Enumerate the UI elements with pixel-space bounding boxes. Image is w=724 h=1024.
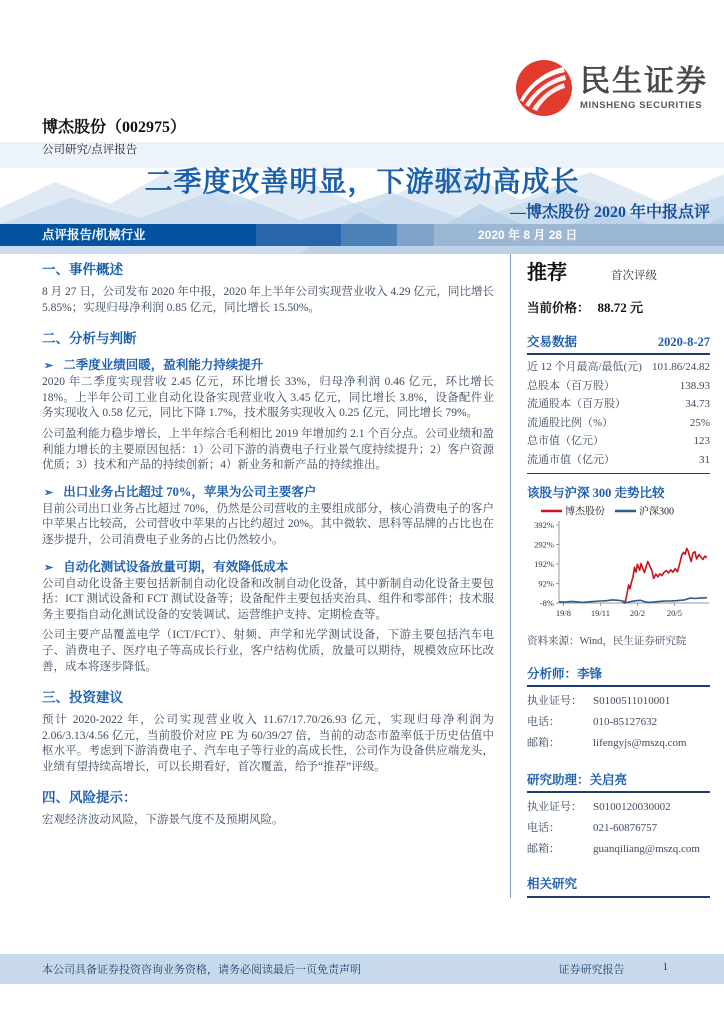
row-label: 邮箱： — [527, 737, 560, 749]
svg-text:192%: 192% — [534, 559, 554, 569]
report-title: 二季度改善明显，下游驱动高成长 — [144, 167, 580, 198]
arrow-bullet-icon: ➢ — [44, 360, 54, 373]
row-label: 电话： — [527, 716, 560, 728]
paragraph: 8 月 27 日，公司发布 2020 年中报，2020 年上半年公司实现营业收入 4.29 亿元，同比增长 5.85%；实现归母净利润 0.85 亿元，同比增长 15.50%。 — [42, 286, 494, 314]
section-title-advice: 三、投资建议 — [42, 690, 123, 706]
paragraph: 公司自动化设备主要包括新制自动化设备和改制自动化设备，其中新制自动化设备主要包括：ICT 测试设备和 FCT 测试设备等；设备配件主要包括夹治具、组件和零部件；技术服务主要指自动化测试设备的安装调试、运营维护支持、定期检查等。 — [42, 577, 494, 621]
row-label: 流通股比例（%） — [527, 416, 614, 429]
row-label: 执业证号： — [527, 695, 582, 707]
current-price-row — [527, 297, 710, 316]
table-row — [527, 733, 710, 754]
trade-data-table — [527, 355, 710, 474]
report-date: 2020 年 8 月 28 日 — [478, 228, 578, 242]
brand-name-cn: 民生证券 — [580, 64, 708, 98]
analyst-table — [527, 687, 710, 754]
table-row — [527, 451, 710, 470]
svg-text:20/5: 20/5 — [666, 608, 683, 618]
brand-block — [516, 60, 708, 116]
paragraph: 公司盈利能力稳步增长，上半年综合毛利相比 2019 年增加约 2.1 个百分点。公司业绩和盈利能力增长的主要原因包括：1）公司下游的消费电子行业景气度持续提升；2）客户资源优质；3）技术和产品的持续创新；4）新业务和新产品的持续推出。 — [42, 427, 494, 472]
table-row — [527, 797, 710, 818]
svg-text:292%: 292% — [534, 539, 554, 550]
row-value: 021-60876757 — [593, 822, 658, 834]
row-value: lifengyjs@mszq.com — [593, 737, 687, 749]
svg-text:19/11: 19/11 — [590, 608, 610, 618]
section-title-risk: 四、风险提示： — [42, 790, 137, 806]
row-label: 执业证号： — [527, 801, 582, 813]
category-bar-segment — [397, 224, 434, 246]
row-value: 31 — [699, 453, 710, 466]
subsection-automation — [42, 557, 494, 575]
category-bar — [0, 224, 724, 246]
table-row — [527, 712, 710, 733]
row-label: 电话： — [527, 822, 560, 834]
table-row — [527, 377, 710, 396]
sidebar — [510, 254, 710, 898]
table-row — [527, 691, 710, 712]
subsection-title: 出口业务占比超过 70%，苹果为公司主要客户 — [63, 484, 317, 499]
rating-value: 推荐 — [527, 262, 567, 284]
row-value: 123 — [693, 435, 710, 447]
row-value: 101.86/24.82 — [651, 361, 710, 373]
report-type: 公司研究/点评报告 — [42, 144, 138, 156]
svg-text:20/2: 20/2 — [629, 608, 646, 618]
page-number: 1 — [662, 961, 668, 973]
chart-compare-title: 该股与沪深 300 走势比较 — [527, 486, 665, 500]
data-source-note: 资料来源：Wind，民生证券研究院 — [527, 636, 687, 647]
current-price-label: 当前价格： — [527, 301, 590, 315]
table-row — [527, 358, 710, 377]
paragraph: 目前公司出口业务占比超过 70%，仍然是公司营收的主要组成部分，核心消费电子的客户中苹果占比较高，公司营收中苹果的占比约超过 20%。其中微软、思科等品牌的占比也在逐步提升，公司消费电子业务的占比仍然较小。 — [42, 502, 494, 546]
brand-name-en: MINSHENG SECURITIES — [580, 99, 703, 111]
footer-bar — [0, 954, 724, 984]
report-body-column — [42, 254, 494, 898]
trend-chart — [527, 503, 710, 630]
rating-row — [527, 256, 710, 285]
svg-text:博杰股份: 博杰股份 — [565, 506, 605, 518]
category-bar-segment — [256, 224, 341, 246]
row-label: 总市值（亿元） — [527, 435, 604, 447]
table-row — [527, 432, 710, 451]
row-label: 邮箱： — [527, 843, 560, 855]
table-row — [527, 818, 710, 839]
row-value: S0100511010001 — [593, 695, 671, 707]
svg-text:92%: 92% — [538, 578, 554, 589]
current-price-value: 88.72 元 — [597, 300, 644, 315]
analyst-header — [527, 664, 710, 687]
row-value: 25% — [689, 416, 710, 429]
rating-note: 首次评级 — [611, 270, 657, 282]
subsection-export — [42, 482, 494, 500]
row-value: 138.93 — [679, 379, 710, 392]
table-row — [527, 414, 710, 433]
paragraph: 公司主要产品覆盖电学（ICT/FCT）、射频、声学和光学测试设备，下游主要包括汽车电子、消费电子、医疗电子等高成长行业，客户结构优质，放量可以期待，规模效应环比改善，成本将逐步降低。 — [42, 629, 494, 673]
analyst-name: 分析师：李锋 — [527, 667, 603, 681]
stock-name: 博杰股份（002975） — [42, 119, 187, 136]
footer-right-group — [559, 961, 669, 977]
row-value: 010-85127632 — [593, 716, 658, 728]
trade-data-header — [527, 332, 710, 355]
row-value: 34.73 — [685, 398, 710, 410]
arrow-bullet-icon: ➢ — [44, 561, 54, 574]
subsection-title: 二季度业绩回暖，盈利能力持续提升 — [63, 358, 264, 373]
trade-data-title: 交易数据 — [527, 335, 578, 349]
assistant-header — [527, 770, 710, 793]
content-area — [42, 254, 710, 898]
row-value: guanqiliang@mszq.com — [593, 843, 700, 855]
trade-data-date: 2020-8-27 — [657, 335, 710, 349]
subsection-q2 — [42, 355, 494, 373]
row-label: 流通股本（百万股） — [527, 398, 626, 410]
category-bar-segment — [341, 224, 397, 246]
row-value: S0100120030002 — [593, 801, 671, 813]
svg-text:-8%: -8% — [539, 598, 554, 608]
subsection-title: 自动化测试设备放量可期，有效降低成本 — [63, 559, 289, 574]
svg-text:沪深300: 沪深300 — [639, 506, 674, 518]
svg-text:19/8: 19/8 — [555, 608, 572, 618]
assistant-table — [527, 793, 710, 860]
section-title-analysis: 二、分析与判断 — [42, 331, 137, 347]
section-title-event: 一、事件概述 — [42, 262, 123, 277]
report-subtitle: —博杰股份 2020 年中报点评 — [509, 204, 710, 221]
paragraph: 宏观经济波动风险，下游景气度不及预期风险。 — [42, 814, 284, 827]
footer-report-type: 证券研究报告 — [558, 964, 625, 976]
category-bar-label: 点评报告/机械行业 — [42, 228, 146, 242]
table-row — [527, 395, 710, 414]
svg-text:392%: 392% — [534, 520, 554, 530]
related-research-header: 相关研究 — [527, 874, 710, 898]
row-label: 总股本（百万股） — [527, 379, 615, 392]
paragraph: 预计 2020-2022 年，公司实现营业收入 11.67/17.70/26.93 亿元，实现归母净利润为 2.06/3.13/4.56 亿元，当前股价对应 PE 为 60/39/27 倍，当前的动态市盈率低于历史估值中枢水平。考虑到下游消费电子、汽车电子等行业的高成长性，公司作为设备供应端龙头，业绩有望持续高增长，可以长期看好，首次覆盖，给予“推荐”评级。 — [42, 714, 494, 773]
trend-chart-svg — [527, 503, 713, 625]
minsheng-logo-icon — [516, 60, 572, 116]
assistant-name: 研究助理：关启亮 — [527, 773, 628, 787]
row-label: 流通市值（亿元） — [527, 453, 615, 466]
row-label: 近 12 个月最高/最低(元) — [527, 361, 642, 373]
arrow-bullet-icon: ➢ — [44, 486, 54, 499]
footer-disclaimer: 本公司具备证券投资咨询业务资格，请务必阅读最后一页免责声明 — [42, 964, 361, 976]
table-row — [527, 839, 710, 860]
paragraph: 2020 年二季度实现营收 2.45 亿元，环比增长 33%，归母净利润 0.46 亿元，环比增长 18%。上半年公司工业自动化设备实现营业收入 3.45 亿元，同比增长 3.8%，设备配件业务实现收入 0.58 亿元，同比下降 1.7%，技术服务实现收入 0.25 亿元，同比增长 79%。 — [42, 376, 494, 420]
